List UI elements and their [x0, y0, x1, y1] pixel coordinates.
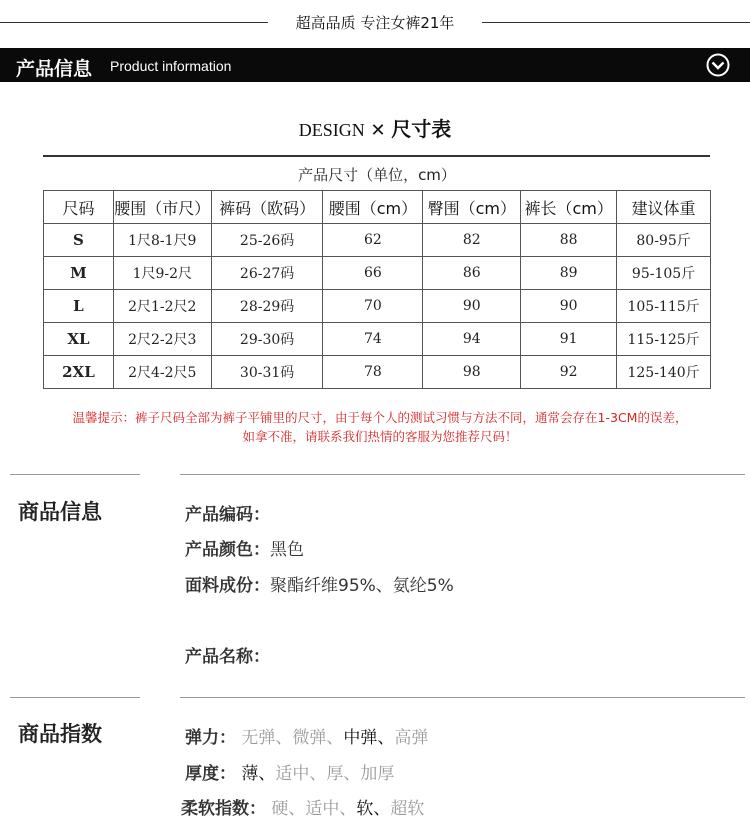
table-cell: L [44, 290, 114, 323]
section-divider [10, 697, 140, 698]
size-chart-title-sep: ✕ [370, 120, 386, 141]
column-header: 建议体重 [617, 191, 711, 224]
table-cell: 1尺8-1尺9 [113, 224, 211, 257]
product-name-label: 产品名称： [185, 647, 270, 667]
column-header: 腰围（市尺） [113, 191, 211, 224]
table-cell: 2尺1-2尺2 [113, 290, 211, 323]
table-cell: 78 [323, 356, 423, 389]
elasticity-option: 无弹、 [241, 728, 293, 748]
product-color-label: 产品颜色： [185, 540, 270, 560]
table-cell: 2尺2-2尺3 [113, 323, 211, 356]
size-tip-line2: 如拿不准，请联系我们热情的客服为您推荐尺码！ [242, 429, 518, 444]
table-cell: S [44, 224, 114, 257]
softness-option: 适中、 [305, 799, 357, 819]
product-color-value: 黑色 [270, 540, 304, 560]
product-color-row [185, 535, 304, 560]
table-row [44, 323, 711, 356]
table-cell: 26-27码 [211, 257, 323, 290]
column-header: 臀围（cm） [423, 191, 521, 224]
elasticity-label: 弹力： [185, 728, 236, 748]
elasticity-row [185, 723, 428, 748]
chevron-down-circle-icon[interactable] [706, 53, 730, 77]
product-fabric-label: 面料成份： [185, 576, 270, 596]
size-chart-title [0, 113, 750, 142]
table-cell: 66 [323, 257, 423, 290]
table-cell: 91 [521, 323, 617, 356]
table-cell: 28-29码 [211, 290, 323, 323]
table-cell: 82 [423, 224, 521, 257]
softness-label: 柔软指数： [181, 799, 266, 819]
softness-option: 硬、 [271, 799, 306, 819]
softness-option: 软、 [356, 799, 391, 819]
product-code-label: 产品编码： [185, 505, 270, 525]
softness-row [181, 794, 424, 819]
table-cell: XL [44, 323, 114, 356]
table-cell: 70 [323, 290, 423, 323]
table-row [44, 224, 711, 257]
table-cell: 62 [323, 224, 423, 257]
product-code-row [185, 500, 270, 525]
column-header: 腰围（cm） [323, 191, 423, 224]
table-cell: 74 [323, 323, 423, 356]
thickness-row [185, 759, 394, 784]
product-info-title: 商品信息 [18, 500, 102, 524]
product-fabric-value: 聚酯纤维95%、氨纶5% [270, 576, 454, 596]
table-cell: 92 [521, 356, 617, 389]
table-cell: 2尺4-2尺5 [113, 356, 211, 389]
section-divider [180, 474, 745, 475]
column-header: 裤码（欧码） [211, 191, 323, 224]
section-divider [10, 474, 140, 475]
table-cell: 90 [423, 290, 521, 323]
table-cell: 105-115斤 [617, 290, 711, 323]
table-cell: 94 [423, 323, 521, 356]
table-cell: 89 [521, 257, 617, 290]
section-divider [180, 697, 745, 698]
table-row [44, 257, 711, 290]
table-cell: 95-105斤 [617, 257, 711, 290]
title-rule [43, 155, 710, 157]
softness-option: 超软 [390, 799, 425, 819]
elasticity-option: 微弹、 [292, 728, 344, 748]
column-header: 尺码 [44, 191, 114, 224]
table-cell: 80-95斤 [617, 224, 711, 257]
table-cell: 25-26码 [211, 224, 323, 257]
elasticity-option: 高弹 [394, 728, 429, 748]
table-cell: 1尺9-2尺 [113, 257, 211, 290]
table-cell: 115-125斤 [617, 323, 711, 356]
bar-title-en: Product information [110, 58, 232, 74]
table-cell: 86 [423, 257, 521, 290]
size-table [43, 158, 711, 389]
table-cell: 29-30码 [211, 323, 323, 356]
thickness-label: 厚度： [185, 764, 236, 784]
product-index-title: 商品指数 [18, 722, 102, 746]
size-chart-title-cn: 尺寸表 [391, 117, 452, 141]
thickness-option: 厚、 [326, 764, 361, 784]
size-tip-line1: 温馨提示：裤子尺码全部为裤子平铺里的尺寸，由于每个人的测试习惯与方法不同，通常会存在1-3CM的误差， [72, 410, 688, 425]
bar-title-cn: 产品信息 [16, 58, 93, 80]
size-chart-title-en: DESIGN [298, 120, 365, 140]
table-cell: 88 [521, 224, 617, 257]
elasticity-option: 中弹、 [343, 728, 395, 748]
table-caption: 产品尺寸（单位，cm） [44, 158, 711, 191]
thickness-option: 薄、 [241, 764, 276, 784]
table-cell: 90 [521, 290, 617, 323]
product-info-bar [0, 48, 750, 82]
table-cell: 98 [423, 356, 521, 389]
column-header: 裤长（cm） [521, 191, 617, 224]
table-cell: 30-31码 [211, 356, 323, 389]
table-row [44, 356, 711, 389]
thickness-option: 加厚 [360, 764, 395, 784]
table-caption-row [44, 158, 711, 191]
thickness-option: 适中、 [275, 764, 327, 784]
product-name-row [185, 642, 270, 667]
slogan-rule-right [482, 22, 750, 23]
table-header-row [44, 191, 711, 224]
table-cell: 2XL [44, 356, 114, 389]
table-row [44, 290, 711, 323]
table-cell: 125-140斤 [617, 356, 711, 389]
table-cell: M [44, 257, 114, 290]
product-fabric-row [185, 571, 454, 596]
slogan: 超高品质 专注女裤21年 [295, 14, 455, 32]
size-tip [50, 408, 710, 446]
